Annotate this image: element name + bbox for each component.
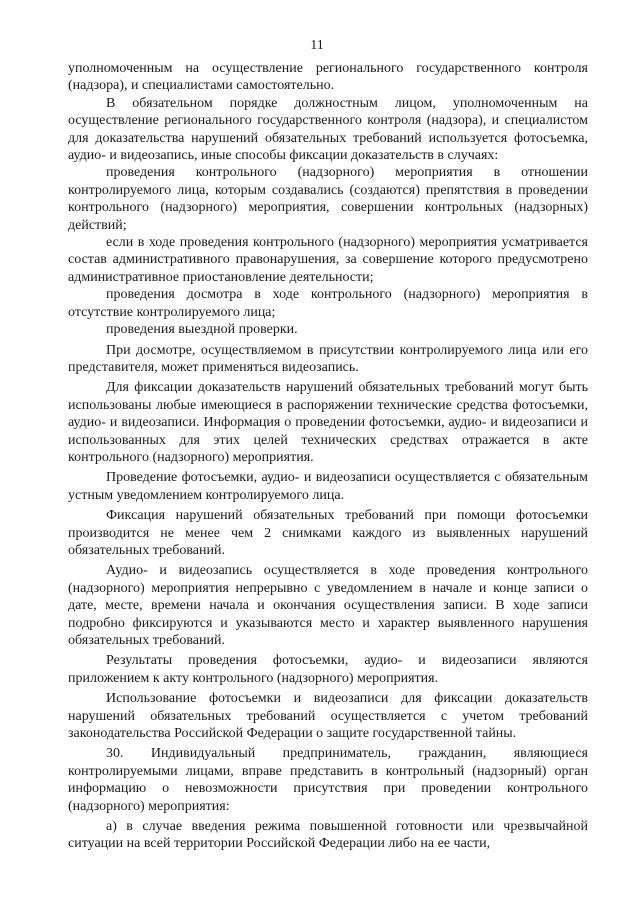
document-body [68, 60, 588, 853]
paragraph-results-attachment: Результаты проведения фотосъемки, аудио- и видеозаписи являются приложением к акту контрольного (надзорного) мероприятия. [68, 653, 588, 686]
paragraph-case-obstruction: проведения контрольного (надзорного) мероприятия в отношении контролируемого лица, которым создавались (создаются) препятствия в проведении контрольного (надзорного) мероприятия, совершении контрольных (надзорных) действий; [68, 165, 588, 233]
paragraph-inspection-video: При досмотре, осуществляемом в присутствии контролируемого лица или его представителя, может применяться видеозапись. [68, 342, 588, 375]
paragraph-technical-means: Для фиксации доказательств нарушений обязательных требований могут быть использованы любые имеющиеся в распоряжении технические средства фотосъемки, аудио- и видеозаписи. Информация о проведении фотосъемки, аудио- и видеозаписи и использованных для этих целей технических средствах отражается в акте контрольного (надзорного) мероприятия. [68, 380, 588, 465]
paragraph-mandatory-recording: В обязательном порядке должностным лицом, уполномоченным на осуществление регионального государственного контроля (надзора), и специалистом для доказательства нарушений обязательных требований используется фотосъемка, аудио- и видеозапись, иные способы фиксации доказательств в случаях: [68, 95, 588, 164]
paragraph-subitem-a: а) в случае введения режима повышенной готовности или чрезвычайной ситуации на всей территории Российской Федерации либо на ее части, [68, 819, 588, 852]
paragraph-photo-fixation: Фиксация нарушений обязательных требований при помощи фотосъемки производится не менее чем 2 снимками каждого из выявленных нарушений обязательных требований. [68, 508, 588, 558]
paragraph-item-30: 30. Индивидуальный предприниматель, гражданин, являющиеся контролируемыми лицами, вправе представить в контрольный (надзорный) орган информацию о невозможности присутствия при проведении контрольного (надзорного) мероприятия: [68, 746, 588, 814]
paragraph-oral-notice: Проведение фотосъемки, аудио- и видеозаписи осуществляется с обязательным устным уведомлением контролируемого лица. [68, 470, 588, 503]
paragraph-case-administrative-offense: если в ходе проведения контрольного (надзорного) мероприятия усматривается состав административного правонарушения, за совершение которого предусмотрено административное приостановление деятельности; [68, 235, 588, 285]
paragraph-audio-video-recording: Аудио- и видеозапись осуществляется в ходе проведения контрольного (надзорного) мероприятия непрерывно с уведомлением в начале и конце записи о дате, месте, времени начала и окончания осуществления записи. В ходе записи подробно фиксируются и указываются место и характер выявленного нарушения обязательных требований. [68, 563, 588, 648]
page-number: 11 [310, 38, 324, 53]
paragraph-case-inspection-absent: проведения досмотра в ходе контрольного (надзорного) мероприятия в отсутствие контролируемого лица; [68, 287, 588, 320]
paragraph-continuation: уполномоченным на осуществление регионального государственного контроля (надзора), и специалистами самостоятельно. [68, 61, 588, 94]
paragraph-state-secret: Использование фотосъемки и видеозаписи для фиксации доказательств нарушений обязательных требований осуществляется с учетом требований законодательства Российской Федерации о защите государственной тайны. [68, 691, 588, 742]
paragraph-case-field-check: проведения выездной проверки. [106, 322, 298, 338]
